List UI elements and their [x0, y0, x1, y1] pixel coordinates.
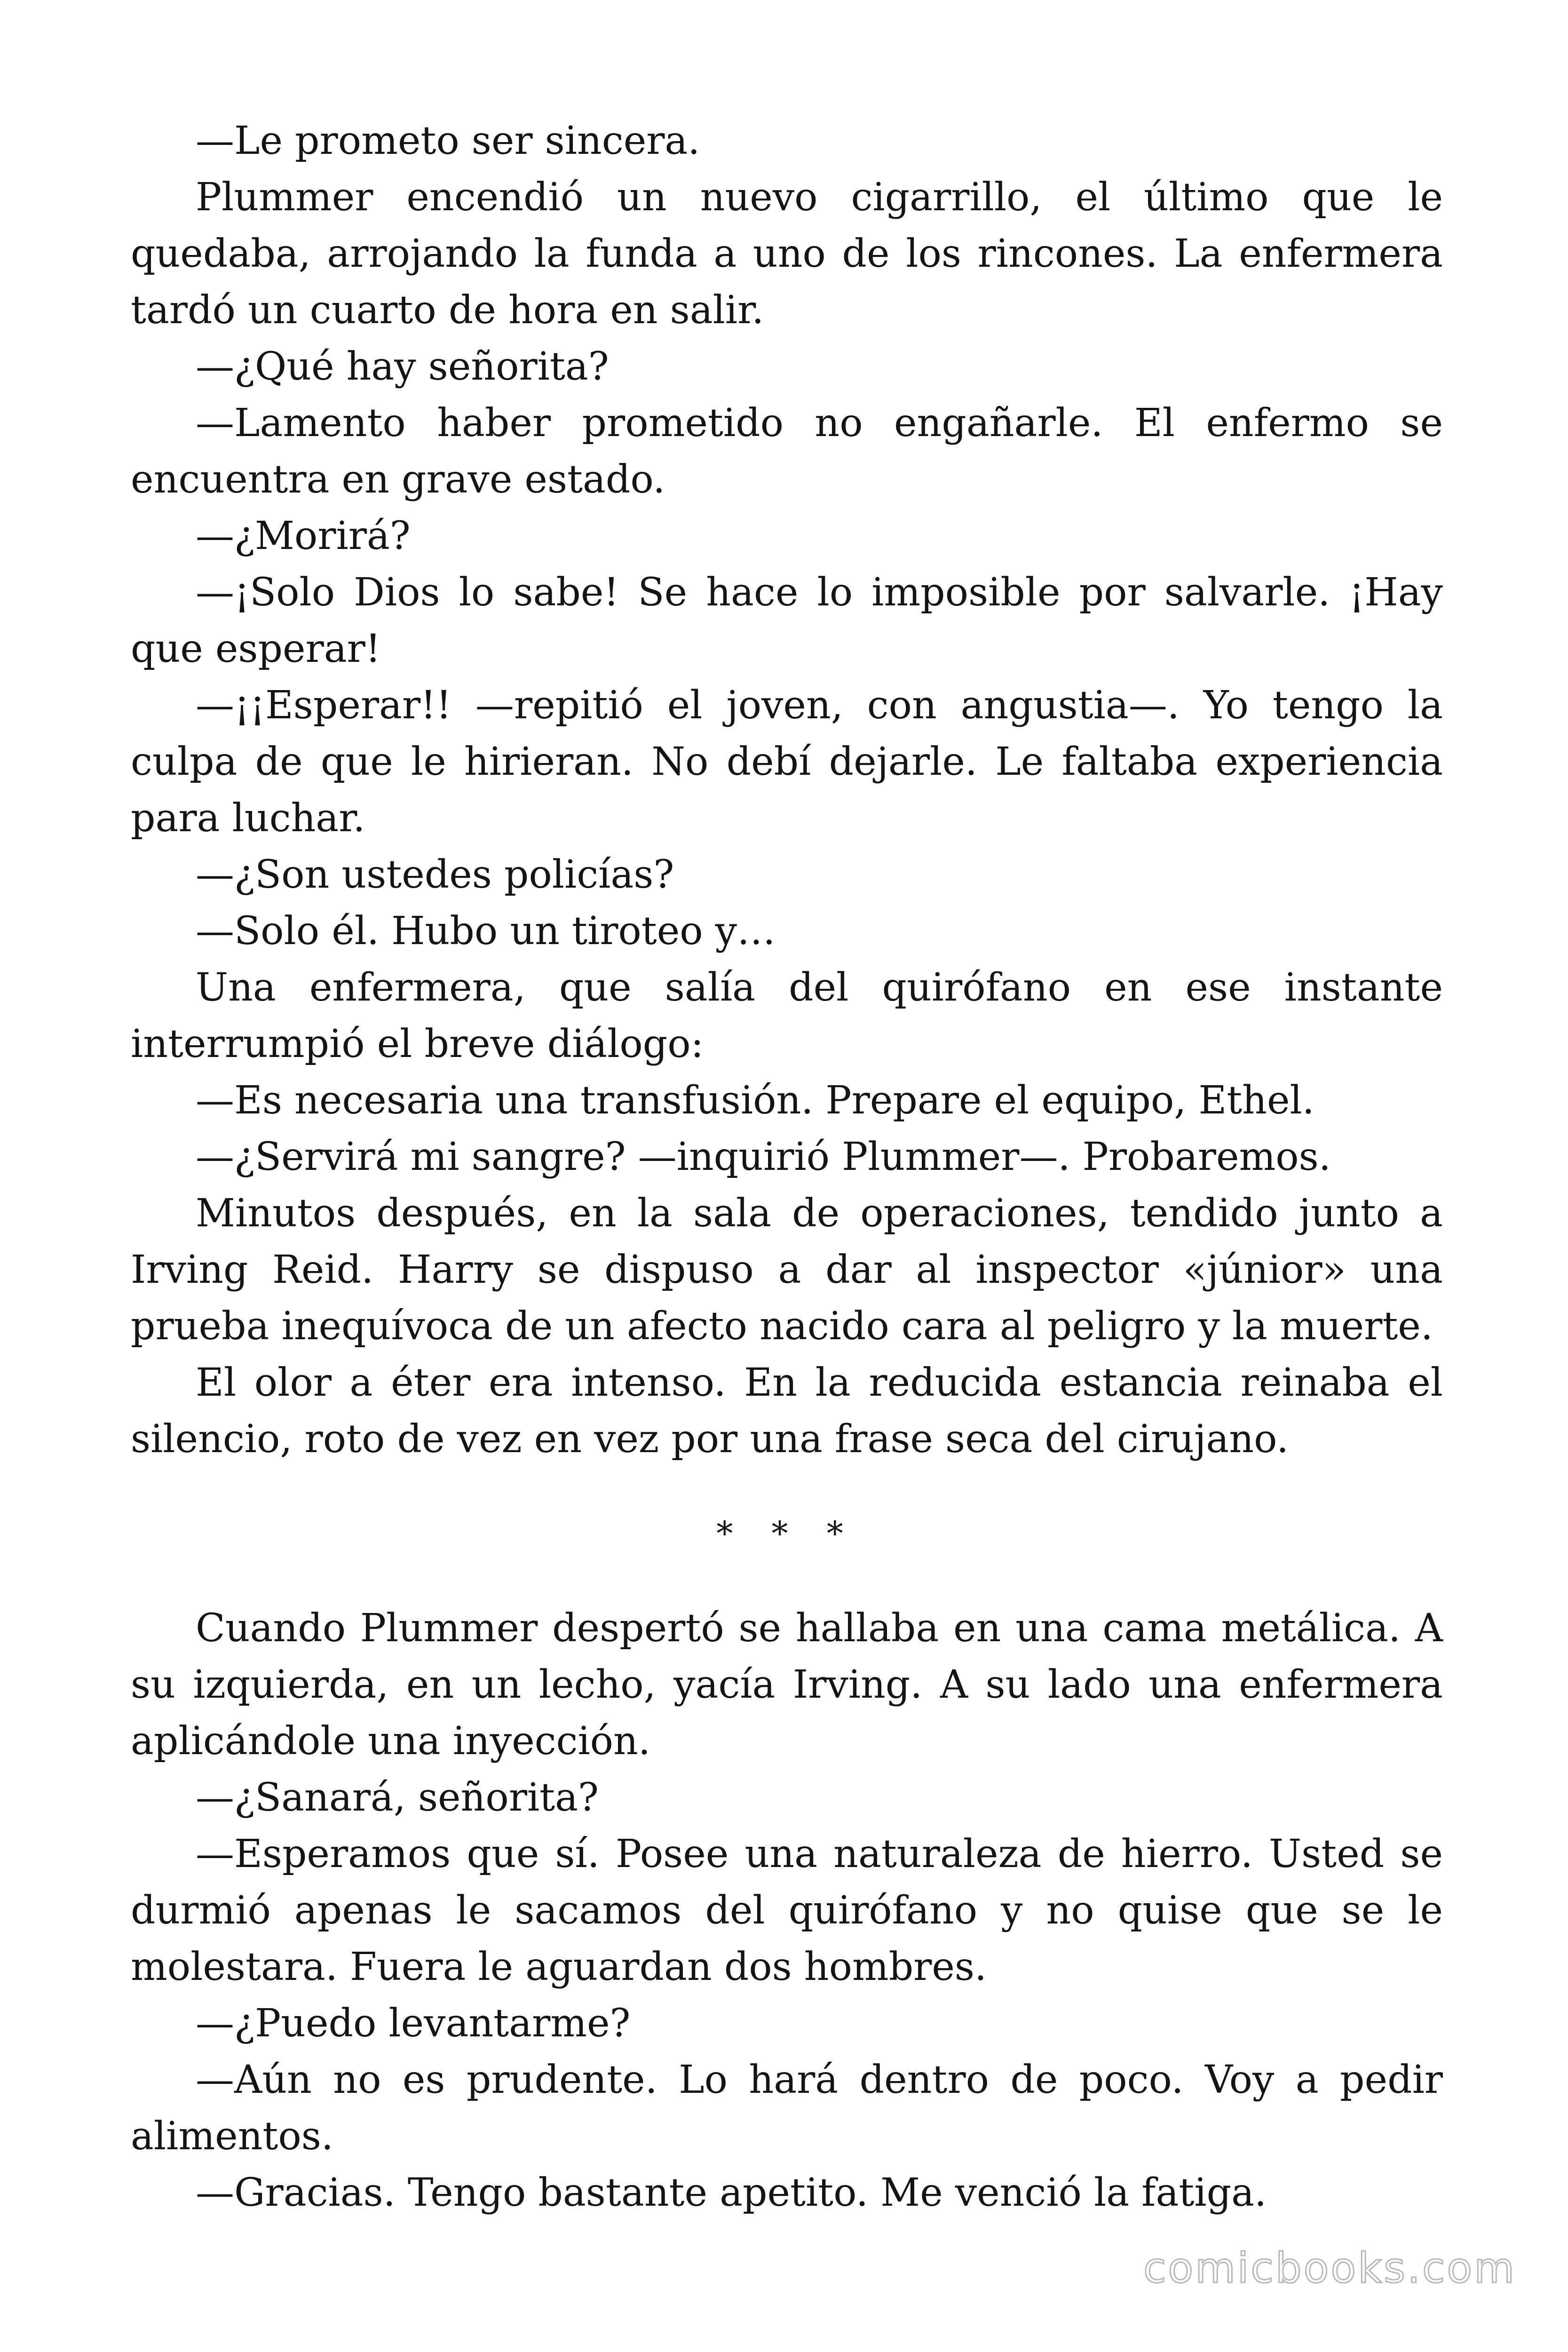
paragraph: —¿Qué hay señorita? — [196, 344, 609, 389]
paragraph: Cuando Plummer despertó se hallaba en una cama metálica. A su izquierda, en un lecho, yacía Irving. A su lado una enfermera aplicándole una inyección. — [131, 1606, 1443, 1764]
paragraph: —¿Morirá? — [196, 514, 411, 558]
paragraph: —Solo él. Hubo un tiroteo y… — [196, 909, 776, 954]
paragraph: —Esperamos que sí. Posee una naturaleza de hierro. Usted se durmió apenas le sacamos del quirófano y no quise que se le molestara. Fuera le aguardan dos hombres. — [131, 1832, 1443, 1989]
paragraph: Plummer encendió un nuevo cigarrillo, el último que le quedaba, arrojando la funda a uno de los rincones. La enfermera tardó un cuarto de hora en salir. — [131, 175, 1443, 333]
paragraph: —¿Sanará, señorita? — [196, 1775, 599, 1820]
paragraph: Una enfermera, que salía del quirófano en ese instante interrumpió el breve diálogo: — [131, 965, 1443, 1066]
watermark-logo: comicbooks.com — [1143, 2244, 1516, 2292]
section-separator: * * * — [716, 1514, 857, 1553]
paragraph: —¡Solo Dios lo sabe! Se hace lo imposible por salvarle. ¡Hay que esperar! — [131, 570, 1443, 671]
paragraph: —¿Servirá mi sangre? —inquirió Plummer—. Probaremos. — [196, 1135, 1331, 1179]
paragraph: El olor a éter era intenso. En la reducida estancia reinaba el silencio, roto de vez en vez por una frase seca del cirujano. — [131, 1360, 1443, 1462]
paragraph: —Gracias. Tengo bastante apetito. Me venció la fatiga. — [196, 2170, 1267, 2215]
paragraph: —Es necesaria una transfusión. Prepare el equipo, Ethel. — [196, 1078, 1315, 1123]
paragraph: —¿Puedo levantarme? — [196, 2001, 631, 2046]
paragraph: —Aún no es prudente. Lo hará dentro de poco. Voy a pedir alimentos. — [131, 2058, 1443, 2159]
body-text — [131, 113, 1443, 2221]
paragraph: —¿Son ustedes policías? — [196, 852, 674, 897]
paragraph: —¡¡Esperar!! —repitió el joven, con angustia—. Yo tengo la culpa de que le hirieran. No debí dejarle. Le faltaba experiencia para luchar. — [131, 683, 1443, 841]
paragraph: —Lamento haber prometido no engañarle. El enfermo se encuentra en grave estado. — [131, 401, 1443, 502]
paragraph: —Le prometo ser sincera. — [196, 119, 700, 163]
paragraph: Minutos después, en la sala de operaciones, tendido junto a Irving Reid. Harry se dispuso a dar al inspector «júnior» una prueba inequívoca de un afecto nacido cara al peligro y la muerte. — [131, 1191, 1443, 1349]
